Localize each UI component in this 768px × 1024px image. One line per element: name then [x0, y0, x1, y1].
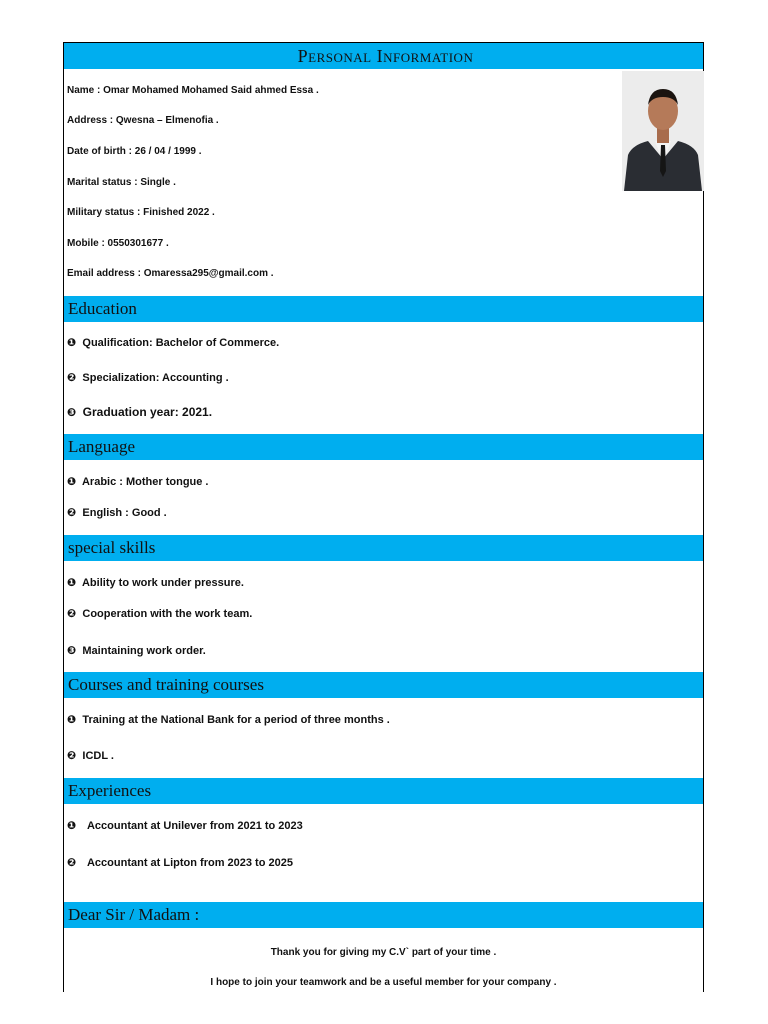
bullet-2-icon: ❷ — [67, 507, 77, 519]
personal-address: Address : Qwesna – Elmenofia . — [67, 115, 219, 126]
personal-dob: Date of birth : 26 / 04 / 1999 . — [67, 146, 202, 157]
skill-order: Maintaining work order. — [82, 645, 206, 657]
education-graduation: Graduation year: 2021. — [82, 405, 213, 419]
education-item — [67, 405, 212, 419]
education-item — [67, 371, 229, 384]
education-qualification: Qualification: Bachelor of Commerce. — [82, 337, 280, 349]
cv-page — [63, 42, 704, 992]
language-item — [67, 475, 208, 488]
profile-photo-icon — [622, 71, 704, 191]
section-experiences: Experiences — [64, 778, 703, 804]
course-icdl: ICDL . — [82, 750, 114, 762]
section-courses: Courses and training courses — [64, 672, 703, 698]
experience-lipton: Accountant at Lipton from 2023 to 2025 — [86, 857, 293, 869]
skill-item — [67, 607, 252, 620]
education-specialization: Specialization: Accounting . — [82, 372, 229, 384]
personal-military: Military status : Finished 2022 . — [67, 207, 215, 218]
bullet-2-icon: ❷ — [67, 608, 77, 620]
skill-item — [67, 644, 206, 657]
bullet-1-icon: ❶ — [67, 337, 77, 349]
bullet-3-icon: ❸ — [67, 407, 77, 419]
bullet-1-icon: ❶ — [67, 820, 77, 832]
bullet-1-icon: ❶ — [67, 577, 77, 589]
language-english: English : Good . — [82, 507, 167, 519]
section-language: Language — [64, 434, 703, 460]
course-national-bank: Training at the National Bank for a period of three months . — [82, 714, 390, 726]
bullet-2-icon: ❷ — [67, 750, 77, 762]
profile-photo — [622, 71, 704, 191]
experience-item — [67, 819, 303, 832]
experience-item — [67, 856, 293, 869]
closing-line-1: Thank you for giving my C.V` part of your time . — [270, 947, 497, 958]
section-education: Education — [64, 296, 703, 322]
course-item — [67, 713, 390, 726]
section-closing: Dear Sir / Madam : — [64, 902, 703, 928]
skill-cooperation: Cooperation with the work team. — [82, 608, 253, 620]
skill-pressure: Ability to work under pressure. — [81, 577, 244, 589]
personal-mobile: Mobile : 0550301677 . — [67, 238, 169, 249]
language-arabic: Arabic : Mother tongue . — [81, 476, 209, 488]
personal-marital: Marital status : Single . — [67, 177, 176, 188]
bullet-1-icon: ❶ — [67, 714, 77, 726]
education-item — [67, 336, 279, 349]
personal-name: Name : Omar Mohamed Mohamed Said ahmed Essa . — [67, 85, 319, 96]
experience-unilever: Accountant at Unilever from 2021 to 2023 — [86, 820, 303, 832]
language-item — [67, 506, 167, 519]
course-item — [67, 749, 114, 762]
bullet-2-icon: ❷ — [67, 372, 77, 384]
closing-line-2: I hope to join your teamwork and be a useful member for your company . — [210, 977, 557, 988]
section-special-skills: special skills — [64, 535, 703, 561]
bullet-3-icon: ❸ — [67, 645, 77, 657]
bullet-1-icon: ❶ — [67, 476, 77, 488]
skill-item — [67, 576, 244, 589]
personal-email: Email address : Omaressa295@gmail.com . — [67, 268, 274, 279]
bullet-2-icon: ❷ — [67, 857, 77, 869]
section-personal-information: Personal Information — [64, 43, 703, 69]
